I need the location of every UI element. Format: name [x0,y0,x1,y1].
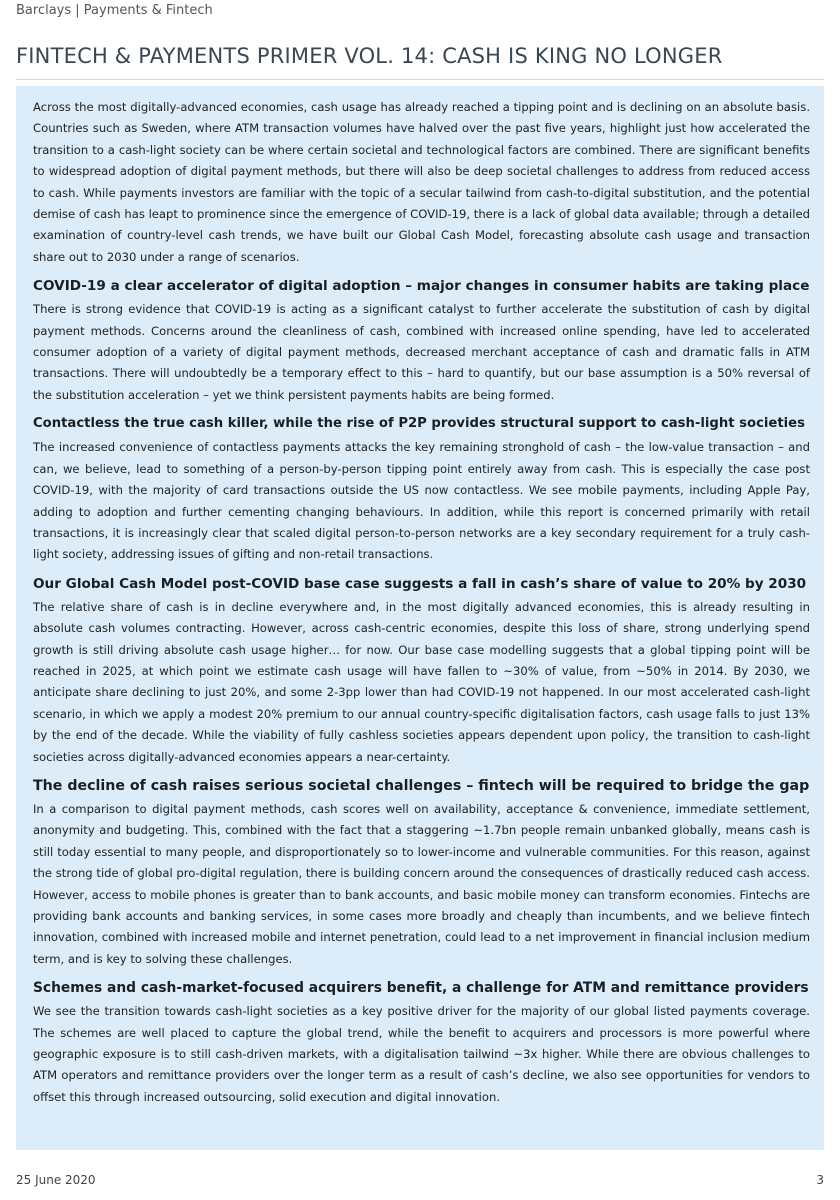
section-heading-covid: COVID-19 a clear accelerator of digital adoption – major changes in consumer habits are taking place [33,278,810,295]
footer-date: 25 June 2020 [16,1173,96,1187]
summary-panel [16,86,824,1150]
page-number: 3 [816,1173,824,1187]
report-source-header: Barclays | Payments & Fintech [16,3,213,18]
page-title: FINTECH & PAYMENTS PRIMER VOL. 14: CASH IS KING NO LONGER [16,44,723,68]
section-body-covid: There is strong evidence that COVID-19 is acting as a significant catalyst to further accelerate the substitution of cash by digital payment methods. Concerns around the cleanliness of cash, combined with increased online spending, have led to accelerated consumer adoption of a variety of digital payment methods, decreased merchant acceptance of cash and dramatic falls in ATM transactions. There will undoubtedly be a temporary effect to this – hard to quantify, but our base assumption is a 50% reversal of the substitution acceleration – yet we think persistent payments habits are being formed. [33,302,810,402]
section-body-contactless: The increased convenience of contactless payments attacks the key remaining stronghold of cash – the low-value transaction – and can, we believe, lead to something of a person-by-person tipping point entirely away from cash. This is especially the case post COVID-19, with the majority of card transactions outside the US now contactless. We see mobile payments, including Apple Pay, adding to adoption and further cementing changing behaviours. In addition, while this report is concerned primarily with retail transactions, it is increasingly clear that scaled digital person-to-person networks are a key secondary requirement for a truly cash-light society, addressing issues of gifting and non-retail transactions. [33,440,810,562]
title-divider [16,79,824,80]
section-heading-societal-challenges: The decline of cash raises serious societal challenges – fintech will be required to bridge the gap [33,777,810,794]
section-heading-cash-model: Our Global Cash Model post-COVID base case suggests a fall in cash’s share of value to 20% by 2030 [33,575,807,592]
intro-paragraph: Across the most digitally-advanced economies, cash usage has already reached a tipping point and is declining on an absolute basis. Countries such as Sweden, where ATM transaction volumes have halved over the past five years, highlight just how accelerated the transition to a cash-light society can be where certain societal and technological factors are combined. There are significant benefits to widespread adoption of digital payment methods, but there will also be deep societal challenges to address from reduced access to cash. While payments investors are familiar with the topic of a secular tailwind from cash-to-digital substitution, and the potential demise of cash has leapt to prominence since the emergence of COVID-19, there is a lack of global data available; through a detailed examination of country-level cash trends, we have built our Global Cash Model, forecasting absolute cash usage and transaction share out to 2030 under a range of scenarios. [33,100,810,264]
section-body-societal-challenges: In a comparison to digital payment methods, cash scores well on availability, acceptance & convenience, immediate settlement, anonymity and budgeting. This, combined with the fact that a staggering ~1.7bn people remain unbanked globally, means cash is still today essential to many people, and disproportionately so to lower-income and vulnerable communities. For this reason, against the strong tide of global pro-digital regulation, there is building concern around the consequences of drastically reduced cash access. However, access to mobile phones is greater than to bank accounts, and basic mobile money can transform economies. Fintechs are providing bank accounts and banking services, in some cases more broadly and cheaply than incumbents, and we believe fintech innovation, combined with increased mobile and internet penetration, could lead to a net improvement in financial inclusion medium term, and is key to solving these challenges. [33,801,810,966]
section-heading-contactless: Contactless the true cash killer, while the rise of P2P provides structural support to cash-light societies [33,416,805,432]
section-body-cash-model: The relative share of cash is in decline everywhere and, in the most digitally advanced economies, this is already resulting in absolute cash volumes contracting. However, across cash-centric economies, despite this loss of share, strong underlying spend growth is still driving absolute cash usage higher… for now. Our base case modelling suggests that a global tipping point will be reached in 2025, at which point we estimate cash usage will have fallen to ~30% of value, from ~50% in 2014. By 2030, we anticipate share declining to just 20%, and some 2-3pp lower than had COVID-19 not happened. In our most accelerated cash-light scenario, in which we apply a modest 20% premium to our annual country-specific digitalisation factors, cash usage falls to just 13% by the end of the decade. While the viability of fully cashless societies appears dependent upon policy, the transition to cash-light societies across digitally-advanced economies appears a near-certainty. [33,599,810,764]
section-heading-schemes-acquirers: Schemes and cash-market-focused acquirers benefit, a challenge for ATM and remittance providers [33,980,809,997]
section-body-schemes-acquirers: We see the transition towards cash-light societies as a key positive driver for the majority of our global listed payments coverage. The schemes are well placed to capture the global trend, while the benefit to acquirers and processors is more powerful where geographic exposure is to still cash-driven markets, with a digitalisation tailwind ~3x higher. While there are obvious challenges to ATM operators and remittance providers over the longer term as a result of cash’s decline, we also see opportunities for vendors to offset this through increased outsourcing, solid execution and digital innovation. [33,1004,810,1104]
